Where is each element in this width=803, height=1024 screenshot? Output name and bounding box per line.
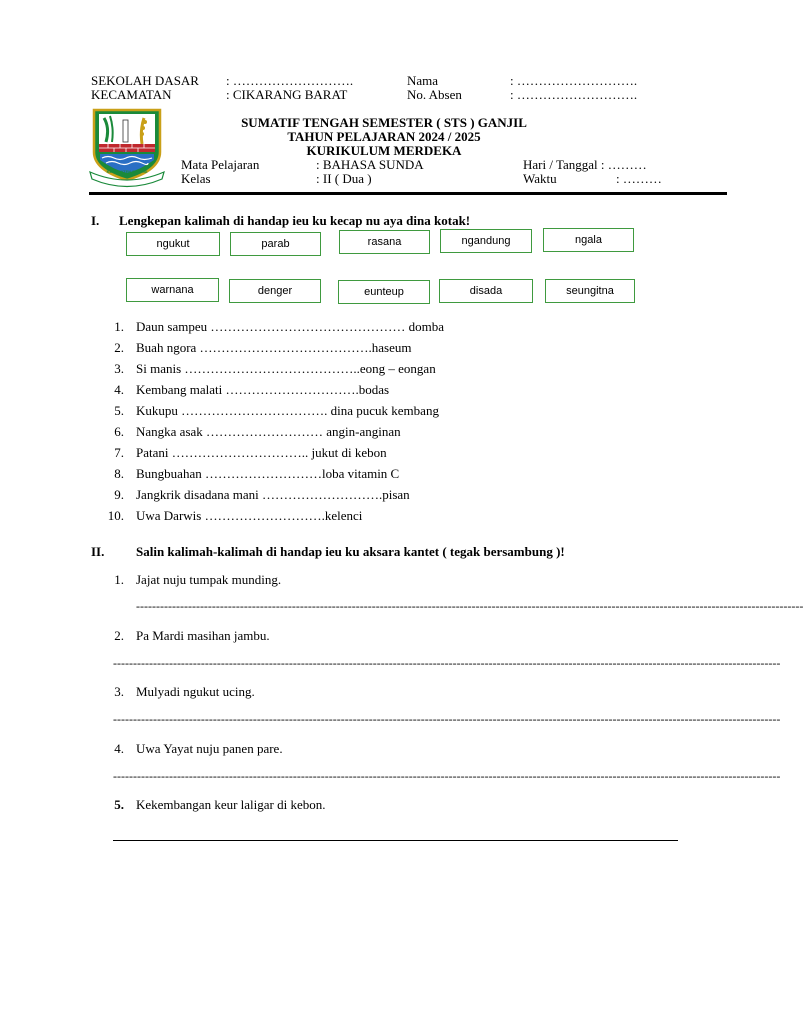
title-line3: KURIKULUM MERDEKA xyxy=(306,143,462,158)
subject-value: : BAHASA SUNDA xyxy=(316,157,424,172)
time-value: : ……… xyxy=(616,171,662,186)
list-item-number: 2. xyxy=(114,628,124,643)
logo-ribbon-text: KABUPATEN BEKASI xyxy=(106,169,148,174)
answer-line-solid xyxy=(113,840,678,841)
district-label: KECAMATAN xyxy=(91,87,172,102)
word-box: ngandung xyxy=(440,229,532,253)
list-item-number: 7. xyxy=(114,445,124,460)
time-label: Waktu xyxy=(523,171,557,186)
name-value: : ………………………. xyxy=(510,73,638,88)
title-line1: SUMATIF TENGAH SEMESTER ( STS ) GANJIL xyxy=(241,115,527,130)
list-item-number: 1. xyxy=(114,572,124,587)
list-item: Mulyadi ngukut ucing. xyxy=(136,684,255,699)
word-box: parab xyxy=(230,232,321,256)
list-item: Patani ………………………….. jukut di kebon xyxy=(136,445,387,460)
name-label: Nama xyxy=(407,73,439,88)
list-item-number: 5. xyxy=(114,403,124,418)
class-value: : II ( Dua ) xyxy=(316,171,372,186)
bekasi-logo-icon xyxy=(88,106,166,186)
list-item: Kukupu ……………………………. dina pucuk kembang xyxy=(136,403,439,418)
list-item-number: 2. xyxy=(114,340,124,355)
list-item: Si manis …………………………………..eong – eongan xyxy=(136,361,436,376)
class-label: Kelas xyxy=(181,171,211,186)
list-item: Daun sampeu ……………………………………… domba xyxy=(136,319,445,334)
list-item: Buah ngora ………………………………….haseum xyxy=(136,340,412,355)
word-box: rasana xyxy=(339,230,430,254)
school-value: : ………………………. xyxy=(226,73,354,88)
answer-line: ----------------------------------------------------------------------------------------------------------------------------------------------------------------------- xyxy=(136,599,803,613)
word-box: eunteup xyxy=(338,280,430,304)
header-divider xyxy=(89,192,727,195)
date-label: Hari / Tanggal : ……… xyxy=(523,157,647,172)
list-item: Uwa Yayat nuju panen pare. xyxy=(136,741,283,756)
list-item: Kekembangan keur laligar di kebon. xyxy=(136,797,326,812)
list-item-number: 4. xyxy=(114,382,124,397)
word-box: ngala xyxy=(543,228,634,252)
list-item: Jajat nuju tumpak munding. xyxy=(136,572,282,587)
list-item-number: 6. xyxy=(114,424,124,439)
word-box: denger xyxy=(229,279,321,303)
title-line2: TAHUN PELAJARAN 2024 / 2025 xyxy=(287,129,481,144)
list-item-number: 5. xyxy=(114,797,124,812)
list-item-number: 8. xyxy=(114,466,124,481)
section2-instruction: Salin kalimah-kalimah di handap ieu ku aksara kantet ( tegak bersambung )! xyxy=(136,544,565,559)
list-item: Jangkrik disadana mani ……………………….pisan xyxy=(136,487,410,502)
absen-label: No. Absen xyxy=(407,87,462,102)
section1-instruction: Lengkepan kalimah di handap ieu ku kecap nu aya dina kotak! xyxy=(119,213,471,228)
word-box: warnana xyxy=(126,278,219,302)
list-item-number: 10. xyxy=(107,508,124,523)
list-item: Nangka asak ……………………… angin-anginan xyxy=(136,424,401,439)
district-value: : CIKARANG BARAT xyxy=(226,87,348,102)
absen-value: : ………………………. xyxy=(510,87,638,102)
word-box: disada xyxy=(439,279,533,303)
list-item-number: 1. xyxy=(114,319,124,334)
section1-number: I. xyxy=(91,213,100,228)
answer-line: ----------------------------------------------------------------------------------------------------------------------------------------------------------------------- xyxy=(113,656,781,670)
answer-line: ----------------------------------------------------------------------------------------------------------------------------------------------------------------------- xyxy=(113,769,781,783)
list-item: Kembang malati ………………………….bodas xyxy=(136,382,390,397)
word-box: ngukut xyxy=(126,232,220,256)
list-item-number: 4. xyxy=(114,741,124,756)
list-item-number: 3. xyxy=(114,684,124,699)
list-item-number: 3. xyxy=(114,361,124,376)
list-item: Uwa Darwis ……………………….kelenci xyxy=(136,508,363,523)
list-item: Bungbuahan ………………………loba vitamin C xyxy=(136,466,400,481)
school-label: SEKOLAH DASAR xyxy=(91,73,199,88)
subject-label: Mata Pelajaran xyxy=(181,157,260,172)
list-item: Pa Mardi masihan jambu. xyxy=(136,628,270,643)
word-box: seungitna xyxy=(545,279,635,303)
list-item-number: 9. xyxy=(114,487,124,502)
section2-number: II. xyxy=(91,544,105,559)
answer-line: ----------------------------------------------------------------------------------------------------------------------------------------------------------------------- xyxy=(113,712,781,726)
